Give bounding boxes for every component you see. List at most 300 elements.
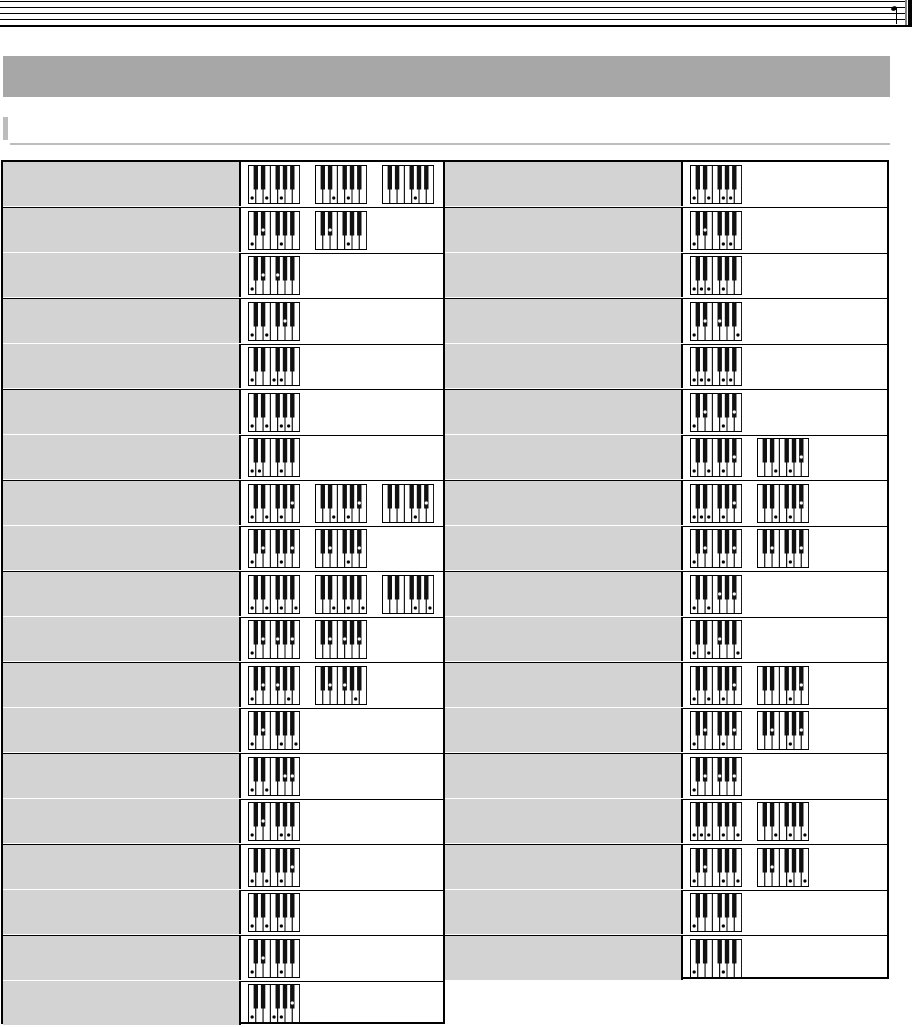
keyboard-diagram	[248, 211, 300, 250]
black-key	[388, 166, 392, 190]
note-dot	[707, 833, 710, 836]
chord-name	[3, 799, 239, 843]
music-note-icon	[890, 5, 897, 24]
black-key	[328, 211, 332, 235]
note-dot	[707, 287, 710, 290]
black-key	[725, 621, 729, 645]
note-dot	[800, 455, 803, 458]
black-key	[357, 484, 361, 508]
note-dot	[251, 833, 254, 836]
black-key	[290, 712, 294, 736]
keyboard-diagram	[248, 575, 300, 614]
black-key	[410, 575, 414, 599]
black-key	[328, 530, 332, 554]
chord-name	[445, 435, 681, 479]
black-key	[732, 848, 736, 872]
note-dot	[265, 515, 268, 518]
keyboard-diagram	[690, 711, 742, 750]
black-key	[276, 348, 280, 372]
black-key	[696, 211, 700, 235]
black-key	[732, 166, 736, 190]
keyboard-diagram	[690, 939, 742, 978]
note-dot	[733, 683, 736, 686]
black-key	[763, 803, 767, 827]
black-key	[718, 302, 722, 326]
note-dot	[803, 879, 806, 882]
note-dot	[280, 515, 283, 518]
black-key	[763, 666, 767, 690]
note-dot	[729, 242, 732, 245]
note-dot	[343, 637, 346, 640]
black-key	[276, 439, 280, 463]
note-dot	[789, 697, 792, 700]
black-key	[763, 712, 767, 736]
note-dot	[280, 879, 283, 882]
chord-diagrams	[681, 617, 887, 661]
note-dot	[718, 774, 721, 777]
black-key	[792, 712, 796, 736]
chord-diagrams	[239, 390, 443, 434]
black-key	[276, 712, 280, 736]
note-dot	[693, 378, 696, 381]
black-key	[725, 211, 729, 235]
keyboard-diagram	[315, 529, 367, 568]
note-dot	[329, 683, 332, 686]
chord-name	[3, 572, 239, 616]
black-key	[732, 439, 736, 463]
note-dot	[722, 515, 725, 518]
black-key	[357, 211, 361, 235]
chord-diagrams	[239, 845, 443, 889]
black-key	[725, 712, 729, 736]
note-dot	[414, 606, 417, 609]
black-key	[261, 439, 265, 463]
black-key	[283, 985, 287, 1009]
chord-name	[3, 890, 239, 934]
note-dot	[693, 970, 696, 973]
black-key	[276, 302, 280, 326]
black-key	[725, 302, 729, 326]
note-dot	[294, 606, 297, 609]
black-key	[696, 257, 700, 281]
keyboard-diagram	[757, 711, 809, 750]
keyboard-diagram	[315, 575, 367, 614]
keyboard-diagram	[757, 438, 809, 477]
black-key	[328, 621, 332, 645]
black-key	[696, 484, 700, 508]
keyboard-diagram	[248, 802, 300, 841]
note-dot	[722, 742, 725, 745]
keyboard-diagram	[248, 256, 300, 295]
black-key	[718, 575, 722, 599]
chord-row	[3, 390, 443, 436]
black-key	[725, 575, 729, 599]
black-key	[254, 985, 258, 1009]
note-dot	[265, 606, 268, 609]
chord-diagrams	[681, 208, 887, 252]
chord-row	[445, 754, 887, 800]
note-dot	[287, 697, 290, 700]
black-key	[321, 484, 325, 508]
black-key	[290, 302, 294, 326]
note-dot	[329, 546, 332, 549]
note-dot	[291, 501, 294, 504]
note-dot	[693, 469, 696, 472]
keyboard-diagram	[690, 438, 742, 477]
chord-diagrams	[239, 799, 443, 843]
chord-name	[3, 390, 239, 434]
black-key	[718, 621, 722, 645]
keyboard-diagram	[690, 575, 742, 614]
note-dot	[733, 410, 736, 413]
keyboard-diagram	[690, 666, 742, 705]
chord-row	[445, 162, 887, 208]
black-key	[703, 621, 707, 645]
black-key	[357, 621, 361, 645]
note-dot	[733, 592, 736, 595]
note-dot	[251, 515, 254, 518]
chord-row	[445, 845, 887, 891]
chord-name	[445, 845, 681, 889]
black-key	[725, 393, 729, 417]
note-dot	[736, 833, 739, 836]
keyboard-diagram	[690, 211, 742, 250]
note-dot	[718, 319, 721, 322]
note-dot	[354, 697, 357, 700]
note-dot	[425, 501, 428, 504]
chord-name	[445, 799, 681, 843]
note-dot	[693, 833, 696, 836]
black-key	[254, 530, 258, 554]
note-dot	[771, 865, 774, 868]
note-dot	[693, 924, 696, 927]
black-key	[732, 666, 736, 690]
chord-name	[3, 936, 239, 980]
note-dot	[414, 196, 417, 199]
note-dot	[707, 196, 710, 199]
note-dot	[733, 455, 736, 458]
black-key	[254, 484, 258, 508]
black-key	[276, 484, 280, 508]
black-key	[276, 393, 280, 417]
black-key	[703, 894, 707, 918]
black-key	[696, 393, 700, 417]
black-key	[254, 439, 258, 463]
note-dot	[704, 319, 707, 322]
black-key	[290, 484, 294, 508]
black-key	[718, 666, 722, 690]
black-key	[283, 166, 287, 190]
chord-row	[445, 526, 887, 572]
chord-row	[3, 617, 443, 663]
black-key	[770, 530, 774, 554]
note-dot	[800, 728, 803, 731]
black-key	[703, 439, 707, 463]
chord-diagrams	[681, 253, 887, 297]
black-key	[254, 803, 258, 827]
black-key	[254, 302, 258, 326]
keyboard-diagram	[248, 165, 300, 204]
black-key	[261, 666, 265, 690]
note-dot	[262, 956, 265, 959]
note-dot	[789, 742, 792, 745]
black-key	[718, 894, 722, 918]
keyboard-diagram	[757, 848, 809, 887]
chord-diagrams	[239, 936, 443, 980]
keyboard-diagram	[757, 484, 809, 523]
keyboard-diagram	[315, 211, 367, 250]
black-key	[261, 621, 265, 645]
black-key	[718, 257, 722, 281]
black-key	[696, 166, 700, 190]
black-key	[321, 166, 325, 190]
chord-name	[445, 890, 681, 934]
note-dot	[272, 1015, 275, 1018]
chord-name	[445, 663, 681, 707]
keyboard-diagram	[248, 347, 300, 386]
keyboard-diagram	[248, 757, 300, 796]
black-key	[725, 894, 729, 918]
black-key	[725, 848, 729, 872]
chord-row	[445, 344, 887, 390]
chord-diagrams	[681, 299, 887, 343]
black-key	[395, 166, 399, 190]
note-dot	[722, 287, 725, 290]
note-dot	[707, 651, 710, 654]
note-dot	[283, 774, 286, 777]
note-dot	[774, 469, 777, 472]
black-key	[276, 894, 280, 918]
black-key	[261, 530, 265, 554]
black-key	[350, 211, 354, 235]
black-key	[770, 484, 774, 508]
note-dot	[262, 228, 265, 231]
black-key	[283, 939, 287, 963]
note-dot	[722, 970, 725, 973]
note-dot	[704, 228, 707, 231]
black-key	[417, 166, 421, 190]
black-key	[276, 530, 280, 554]
black-key	[696, 803, 700, 827]
note-dot	[693, 606, 696, 609]
note-dot	[251, 287, 254, 290]
chord-row	[445, 390, 887, 436]
note-dot	[771, 728, 774, 731]
chord-diagrams	[239, 481, 443, 525]
chord-name	[3, 299, 239, 343]
note-dot	[693, 788, 696, 791]
chord-table-left	[1, 160, 445, 1024]
note-dot	[789, 515, 792, 518]
chord-diagrams	[681, 390, 887, 434]
note-dot	[704, 410, 707, 413]
black-key	[321, 530, 325, 554]
black-key	[261, 484, 265, 508]
note-dot	[693, 333, 696, 336]
black-key	[261, 393, 265, 417]
black-key	[261, 848, 265, 872]
note-dot	[774, 515, 777, 518]
keyboard-diagram	[690, 893, 742, 932]
note-dot	[280, 424, 283, 427]
note-dot	[774, 833, 777, 836]
chord-diagrams	[239, 981, 443, 1025]
black-key	[343, 166, 347, 190]
chord-diagrams	[239, 572, 443, 616]
note-dot	[280, 1015, 283, 1018]
chord-name	[445, 299, 681, 343]
black-key	[725, 530, 729, 554]
black-key	[410, 166, 414, 190]
black-key	[283, 439, 287, 463]
black-key	[763, 530, 767, 554]
chord-diagrams	[681, 526, 887, 570]
chord-diagrams	[681, 435, 887, 479]
note-dot	[722, 378, 725, 381]
black-key	[703, 666, 707, 690]
note-dot	[722, 697, 725, 700]
chord-diagrams	[239, 526, 443, 570]
chord-row	[3, 435, 443, 481]
chord-row	[445, 208, 887, 254]
chord-diagrams	[681, 936, 887, 980]
black-key	[417, 484, 421, 508]
black-key	[417, 575, 421, 599]
chord-name	[3, 526, 239, 570]
black-key	[283, 211, 287, 235]
chord-name	[3, 435, 239, 479]
chord-name	[445, 936, 681, 980]
black-key	[276, 666, 280, 690]
chord-row	[445, 299, 887, 345]
keyboard-diagram	[248, 711, 300, 750]
black-key	[290, 393, 294, 417]
black-key	[703, 302, 707, 326]
black-key	[321, 211, 325, 235]
note-dot	[251, 469, 254, 472]
keyboard-diagram	[690, 347, 742, 386]
black-key	[785, 848, 789, 872]
keyboard-diagram	[248, 984, 300, 1023]
black-key	[290, 439, 294, 463]
chord-row	[3, 344, 443, 390]
note-dot	[722, 879, 725, 882]
black-key	[254, 348, 258, 372]
black-key	[283, 302, 287, 326]
black-key	[321, 575, 325, 599]
black-key	[424, 575, 428, 599]
keyboard-diagram	[757, 666, 809, 705]
chord-diagrams	[239, 754, 443, 798]
black-key	[283, 848, 287, 872]
chord-diagrams	[681, 845, 887, 889]
note-dot	[291, 546, 294, 549]
note-dot	[693, 287, 696, 290]
black-key	[732, 803, 736, 827]
note-dot	[347, 242, 350, 245]
black-key	[343, 666, 347, 690]
note-dot	[251, 651, 254, 654]
black-key	[254, 393, 258, 417]
keyboard-diagram	[315, 620, 367, 659]
black-key	[718, 803, 722, 827]
black-key	[261, 939, 265, 963]
black-key	[732, 894, 736, 918]
chord-row	[445, 617, 887, 663]
black-key	[261, 257, 265, 281]
black-key	[261, 348, 265, 372]
black-key	[321, 666, 325, 690]
chord-diagrams	[239, 299, 443, 343]
chord-name	[3, 481, 239, 525]
black-key	[785, 712, 789, 736]
black-key	[290, 939, 294, 963]
black-key	[763, 848, 767, 872]
black-key	[718, 484, 722, 508]
black-key	[732, 393, 736, 417]
black-key	[290, 894, 294, 918]
black-key	[350, 530, 354, 554]
chord-diagrams	[681, 344, 887, 388]
note-dot	[771, 546, 774, 549]
note-dot	[262, 273, 265, 276]
note-dot	[736, 333, 739, 336]
black-key	[732, 302, 736, 326]
chord-diagrams	[239, 435, 443, 479]
black-key	[703, 757, 707, 781]
note-dot	[251, 924, 254, 927]
note-dot	[358, 501, 361, 504]
black-key	[276, 985, 280, 1009]
note-dot	[704, 546, 707, 549]
note-dot	[329, 637, 332, 640]
keyboard-diagram	[690, 302, 742, 341]
black-key	[328, 666, 332, 690]
chord-diagrams	[239, 208, 443, 252]
note-dot	[789, 833, 792, 836]
black-key	[785, 484, 789, 508]
chord-row	[3, 208, 443, 254]
black-key	[725, 166, 729, 190]
note-dot	[251, 560, 254, 563]
black-key	[254, 712, 258, 736]
black-key	[276, 939, 280, 963]
keyboard-diagram	[315, 666, 367, 705]
note-dot	[329, 228, 332, 231]
black-key	[350, 575, 354, 599]
chord-name	[3, 981, 239, 1025]
keyboard-diagram	[690, 393, 742, 432]
chord-diagrams	[239, 708, 443, 752]
black-key	[350, 666, 354, 690]
black-key	[283, 575, 287, 599]
note-dot	[251, 378, 254, 381]
black-key	[357, 166, 361, 190]
black-key	[254, 621, 258, 645]
black-key	[718, 939, 722, 963]
chord-row	[3, 253, 443, 299]
black-key	[703, 166, 707, 190]
black-key	[276, 757, 280, 781]
note-dot	[332, 515, 335, 518]
chord-row	[445, 799, 887, 845]
chord-name	[445, 708, 681, 752]
keyboard-diagram	[248, 302, 300, 341]
black-key	[290, 257, 294, 281]
note-dot	[700, 287, 703, 290]
chord-row	[445, 572, 887, 618]
black-key	[283, 712, 287, 736]
